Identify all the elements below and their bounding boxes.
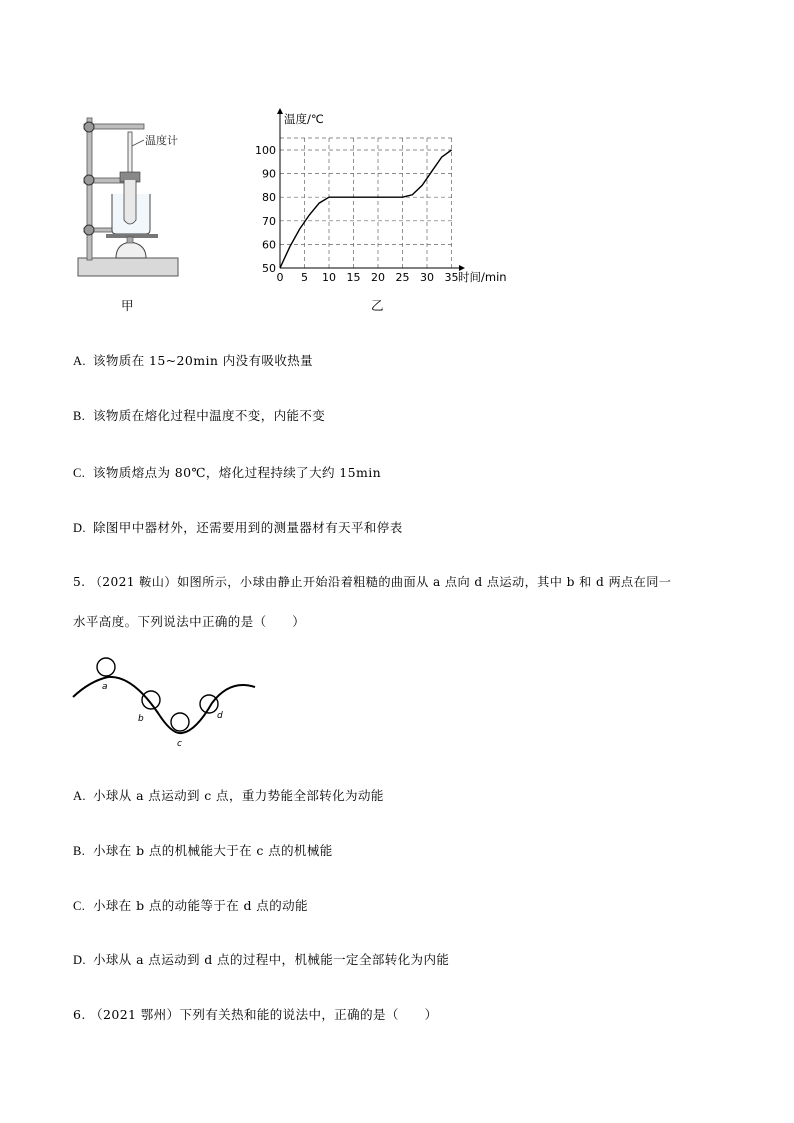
q6-stem-line1: 6. （2021 鄂州）下列有关热和能的说法中，正确的是（ ） bbox=[73, 1007, 438, 1022]
y-tick-label: 60 bbox=[262, 238, 276, 252]
q5-option-a: A. 小球从 a 点运动到 c 点，重力势能全部转化为动能 bbox=[73, 788, 384, 803]
point-label-c: c bbox=[177, 739, 182, 749]
figure-caption-jia: 甲 bbox=[121, 298, 134, 313]
curved-track bbox=[73, 677, 255, 733]
alcohol-lamp bbox=[116, 242, 146, 258]
figure-caption-yi: 乙 bbox=[371, 298, 384, 313]
q5-stem-line2: 水平高度。下列说法中正确的是（ ） bbox=[73, 614, 306, 629]
y-tick-label: 50 bbox=[262, 262, 276, 275]
x-tick-label: 20 bbox=[371, 271, 385, 284]
x-tick-label: 5 bbox=[301, 271, 308, 284]
q4-option-a: A. 该物质在 15~20min 内没有吸收热量 bbox=[73, 353, 314, 368]
y-tick-label: 90 bbox=[262, 167, 276, 181]
x-tick-label: 25 bbox=[395, 271, 410, 284]
ball-b bbox=[142, 691, 160, 709]
y-tick-label: 80 bbox=[262, 191, 276, 205]
temperature-curve bbox=[280, 150, 452, 268]
ball-a bbox=[97, 658, 115, 676]
x-axis-label: 时间/min bbox=[458, 270, 507, 284]
q5-option-b: B. 小球在 b 点的机械能大于在 c 点的机械能 bbox=[73, 843, 333, 858]
q5-option-d: D. 小球从 a 点运动到 d 点的过程中，机械能一定全部转化为内能 bbox=[73, 952, 450, 967]
q5-option-c: C. 小球在 b 点的动能等于在 d 点的动能 bbox=[73, 898, 308, 913]
point-label-d: d bbox=[217, 711, 223, 721]
x-tick-label: 0 bbox=[276, 271, 284, 284]
thermometer-label: 温度计 bbox=[145, 134, 178, 147]
y-tick-label: 100 bbox=[255, 144, 276, 157]
stand-base bbox=[78, 258, 178, 276]
ball-c bbox=[171, 713, 189, 731]
q4-option-b: B. 该物质在熔化过程中温度不变，内能不变 bbox=[73, 408, 326, 423]
q4-option-d: D. 除图甲中器材外，还需要用到的测量器材有天平和停表 bbox=[73, 520, 403, 535]
y-tick-label: 70 bbox=[262, 214, 276, 228]
x-tick-label: 15 bbox=[346, 271, 361, 284]
x-tick-label: 10 bbox=[322, 271, 336, 284]
temperature-time-chart bbox=[250, 105, 525, 290]
stand-pole bbox=[87, 118, 92, 260]
x-tick-label: 35 bbox=[444, 271, 459, 284]
x-tick-label: 30 bbox=[420, 271, 434, 284]
ball-track-figure bbox=[70, 655, 260, 755]
ball-d bbox=[200, 695, 218, 713]
apparatus-figure bbox=[70, 110, 190, 290]
point-label-b: b bbox=[138, 714, 144, 724]
y-axis-label: 温度/℃ bbox=[284, 112, 324, 126]
chart-grid bbox=[280, 138, 454, 268]
q4-option-c: C. 该物质熔点为 80℃，熔化过程持续了大约 15min bbox=[73, 465, 382, 480]
q5-stem-line1: 5. （2021 鞍山）如图所示，小球由静止开始沿着粗糙的曲面从 a 点向 d 点运动，其中 b 和 d 两点在同一 bbox=[73, 575, 672, 589]
point-label-a: a bbox=[102, 682, 108, 692]
